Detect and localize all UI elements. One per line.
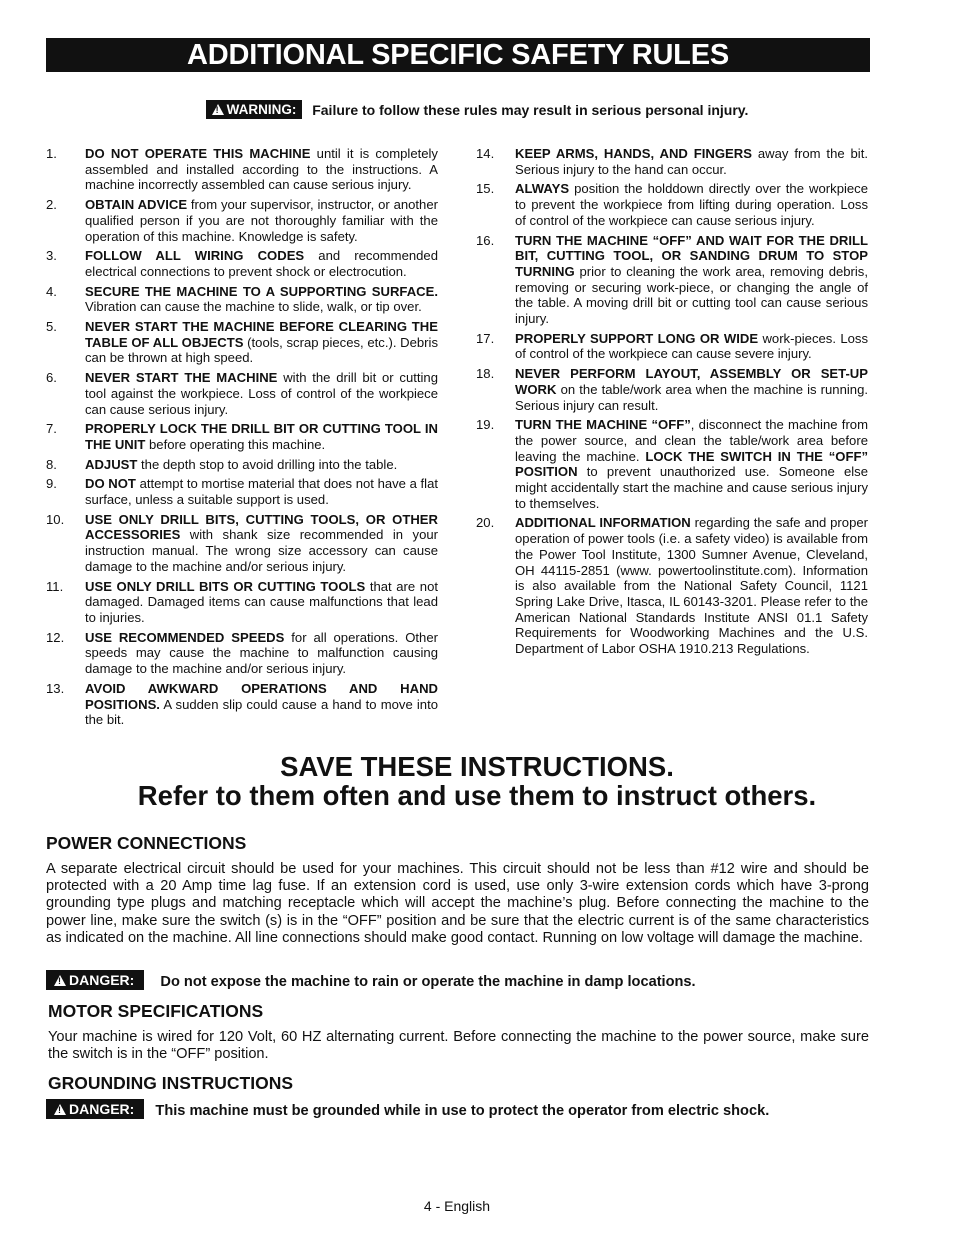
rule-bold-lead: DO NOT OPERATE THIS MACHINE bbox=[85, 146, 311, 161]
rule-item bbox=[46, 370, 438, 417]
warning-triangle-icon: ! bbox=[54, 975, 66, 986]
rules-right-column bbox=[476, 146, 868, 661]
rule-item bbox=[476, 181, 868, 228]
rule-item bbox=[476, 233, 868, 327]
rule-number: 3. bbox=[46, 248, 57, 264]
save-line-1: SAVE THESE INSTRUCTIONS. bbox=[280, 751, 674, 782]
rule-item bbox=[476, 515, 868, 656]
rule-text: from your supervisor, instructor, or another qualified person if you are not thoroughly familiar with the operation of this machine. Knowledge is safety. bbox=[85, 197, 438, 244]
save-line-2: Refer to them often and use them to instruct others. bbox=[137, 780, 817, 811]
rule-text: regarding the safe and proper operation of power tools (i.e. a safety video) is available from the Power Tool Institute, 1300 Sumner Avenue, Cleveland, OH 44115-2851 (www. powertoolinstitute.com). Information is also available from the National Safety Council, 1121 Spring Lake Drive, Itasca, IL 60143-3201. Please refer to the American National Standards Institute ANSI 01.1 Safety Requirements for Woodworking Machines and the U.S. Department of Labor OSHA 1910.213 Regulations. bbox=[515, 515, 868, 657]
rule-number: 7. bbox=[46, 421, 57, 437]
rule-number: 4. bbox=[46, 283, 57, 299]
save-instructions-heading bbox=[0, 752, 954, 810]
warning-text: Failure to follow these rules may result in serious personal injury. bbox=[312, 102, 749, 118]
rule-number: 12. bbox=[46, 629, 65, 645]
rule-number: 6. bbox=[46, 370, 57, 386]
rule-text: with the drill bit or cutting tool against the workpiece. Loss of control of the workpiece can cause serious injury. bbox=[85, 370, 438, 417]
top-warning bbox=[0, 100, 954, 119]
rule-item bbox=[46, 476, 438, 507]
rule-number: 16. bbox=[476, 232, 495, 248]
rule-number: 20. bbox=[476, 515, 495, 531]
rule-text: away from the bit. Serious injury to the hand can occur. bbox=[515, 146, 868, 177]
rule-item bbox=[46, 579, 438, 626]
rule-text-continued: to prevent unauthorized use. Someone else might accidentally start the machine and cause serious injury to themselves. bbox=[515, 464, 868, 511]
power-connections-heading: POWER CONNECTIONS bbox=[46, 833, 247, 853]
rule-text: before operating this machine. bbox=[145, 436, 326, 452]
rule-text: work-pieces. Loss of control of the workpiece can cause severe injury. bbox=[515, 330, 868, 362]
rule-number: 10. bbox=[46, 511, 65, 527]
rule-bold-lead: AVOID AWKWARD OPERATIONS AND HAND POSITIONS. bbox=[85, 680, 438, 712]
page-banner-title: ADDITIONAL SPECIFIC SAFETY RULES bbox=[46, 38, 870, 72]
rule-text: and recommended electrical connections to prevent shock or electrocution. bbox=[85, 248, 438, 279]
rule-bold-lead: TURN THE MACHINE “OFF” bbox=[515, 417, 691, 433]
rule-text: on the table/work area when the machine is running. Serious injury can result. bbox=[515, 381, 868, 413]
rule-item bbox=[476, 331, 868, 362]
rule-bold-lead: KEEP ARMS, HANDS, AND FINGERS bbox=[515, 146, 752, 161]
rules-left-column bbox=[46, 146, 438, 732]
rule-bold-lead: ADDITIONAL INFORMATION bbox=[515, 515, 691, 531]
rule-bold-lead: PROPERLY SUPPORT LONG OR WIDE bbox=[515, 330, 759, 346]
rule-bold-lead: NEVER START THE MACHINE BEFORE CLEARING THE TABLE OF ALL OBJECTS bbox=[85, 319, 438, 350]
warning-badge: ! WARNING: bbox=[206, 100, 303, 119]
rule-bold-lead: NEVER PERFORM LAYOUT, ASSEMBLY OR SET-UP WORK bbox=[515, 366, 868, 397]
rule-item bbox=[46, 319, 438, 366]
warning-triangle-icon: ! bbox=[54, 1104, 66, 1115]
rule-item bbox=[46, 681, 438, 728]
power-danger-notice bbox=[46, 970, 696, 990]
rule-text: (tools, scrap pieces, etc.). Debris can be thrown at high speed. bbox=[85, 334, 438, 366]
rule-number: 2. bbox=[46, 197, 57, 213]
rule-bold-lead: ADJUST bbox=[85, 456, 138, 472]
danger-badge: ! DANGER: bbox=[46, 1099, 144, 1119]
rule-bold-lead: TURN THE MACHINE “OFF” AND WAIT FOR THE DRILL BIT, CUTTING TOOL, OR SANDING DRUM TO STOP TURNING bbox=[515, 232, 868, 279]
rule-bold-lead: NEVER START THE MACHINE bbox=[85, 370, 278, 386]
rule-number: 1. bbox=[46, 146, 57, 161]
rule-text: Vibration can cause the machine to slide, walk, or tip over. bbox=[85, 299, 422, 315]
rule-bold-lead: OBTAIN ADVICE bbox=[85, 197, 188, 213]
rule-number: 8. bbox=[46, 456, 57, 472]
rule-item bbox=[46, 421, 438, 452]
rule-number: 14. bbox=[476, 146, 495, 161]
rule-number: 15. bbox=[476, 181, 495, 197]
rule-number: 13. bbox=[46, 680, 65, 696]
rule-number: 11. bbox=[46, 578, 64, 594]
grounding-instructions-heading: GROUNDING INSTRUCTIONS bbox=[48, 1073, 293, 1093]
rule-bold-lead: SECURE THE MACHINE TO A SUPPORTING SURFACE. bbox=[85, 283, 438, 299]
warning-triangle-icon: ! bbox=[212, 104, 224, 115]
rule-text: A sudden slip could cause a hand to move into the bit. bbox=[85, 696, 438, 728]
rule-number: 17. bbox=[476, 330, 495, 346]
rule-item bbox=[46, 457, 438, 473]
rule-text: the depth stop to avoid drilling into the table. bbox=[137, 456, 398, 472]
rule-bold-lead: ALWAYS bbox=[515, 181, 570, 197]
rule-text: that are not damaged. Damaged items can cause malfunctions that lead to injuries. bbox=[85, 578, 438, 625]
rule-bold-lead: USE ONLY DRILL BITS, CUTTING TOOLS, OR OTHER ACCESSORIES bbox=[85, 511, 438, 543]
page-footer: 4 - English bbox=[423, 1198, 491, 1214]
danger-text: Do not expose the machine to rain or operate the machine in damp locations. bbox=[160, 974, 696, 990]
rule-text: , disconnect the machine from the power source, and clean the table/work area before leaving the machine. bbox=[515, 417, 868, 464]
rule-bold-lead: PROPERLY LOCK THE DRILL BIT OR CUTTING TOOL IN THE UNIT bbox=[85, 421, 438, 452]
rule-text: attempt to mortise material that does not have a flat surface, unless a suitable support is used. bbox=[85, 476, 438, 508]
rule-text: for all operations. Other speeds may cause the machine to malfunction causing damage to the machine and/or serious injury. bbox=[85, 629, 438, 677]
rule-text: with shank size recommended in your instruction manual. The wrong size accessory can cause damage to the machine and/or serious injury. bbox=[85, 527, 438, 574]
motor-specifications-text: Your machine is wired for 120 Volt, 60 HZ alternating current. Before connecting the machine to the power source, make sure the switch is in the “OFF” position. bbox=[48, 1029, 869, 1063]
motor-specifications-heading: MOTOR SPECIFICATIONS bbox=[48, 1001, 264, 1021]
rule-item bbox=[46, 284, 438, 315]
danger-badge: ! DANGER: bbox=[46, 970, 144, 990]
rule-text: position the holddown directly over the workpiece to prevent the workpiece from lifting during operation. Loss of control of the workpiece can cause serious injury. bbox=[515, 181, 868, 228]
rule-number: 19. bbox=[476, 417, 495, 433]
danger-text: This machine must be grounded while in use to protect the operator from electric shock. bbox=[155, 1103, 770, 1119]
rule-bold-lead: USE ONLY DRILL BITS OR CUTTING TOOLS bbox=[85, 578, 366, 594]
rule-text: prior to cleaning the work area, removing debris, removing or securing work-piece, or changing the angle of the table. A moving drill bit or cutting tool can cause serious injury. bbox=[515, 263, 868, 327]
rule-number: 18. bbox=[476, 366, 495, 382]
rule-bold-emphasis: LOCK THE SWITCH IN THE “OFF” POSITION bbox=[515, 448, 868, 480]
rule-item bbox=[46, 146, 438, 193]
rule-bold-lead: DO NOT bbox=[85, 476, 136, 492]
rule-text: until it is completely assembled and installed according to the instructions. A machine incorrectly assembled can cause serious injury. bbox=[85, 146, 438, 193]
rule-number: 9. bbox=[46, 476, 57, 492]
rule-item bbox=[46, 512, 438, 575]
power-connections-text: A separate electrical circuit should be used for your machines. This circuit should not be less than #12 wire and should be protected with a 20 Amp time lag fuse. If an extension cord is used, use only 3-wire extension cords which have 3-prong grounding type plugs and matching receptacle which will accept the machine’s plug. Before connecting the machine to the power line, make sure the switch (s) is in the “OFF” position and be sure that the electric current is of the same characteristics as indicated on the machine. All line connections should make good contact. Running on low voltage will damage the machine. bbox=[46, 861, 869, 946]
rule-item bbox=[46, 248, 438, 279]
rule-item bbox=[46, 197, 438, 244]
rule-bold-lead: USE RECOMMENDED SPEEDS bbox=[85, 629, 285, 645]
grounding-danger-notice bbox=[46, 1099, 769, 1119]
rule-item bbox=[476, 146, 868, 177]
rule-item bbox=[476, 366, 868, 413]
rule-item bbox=[476, 417, 868, 511]
rule-number: 5. bbox=[46, 319, 57, 335]
rule-bold-lead: FOLLOW ALL WIRING CODES bbox=[85, 248, 305, 264]
rule-item bbox=[46, 630, 438, 677]
